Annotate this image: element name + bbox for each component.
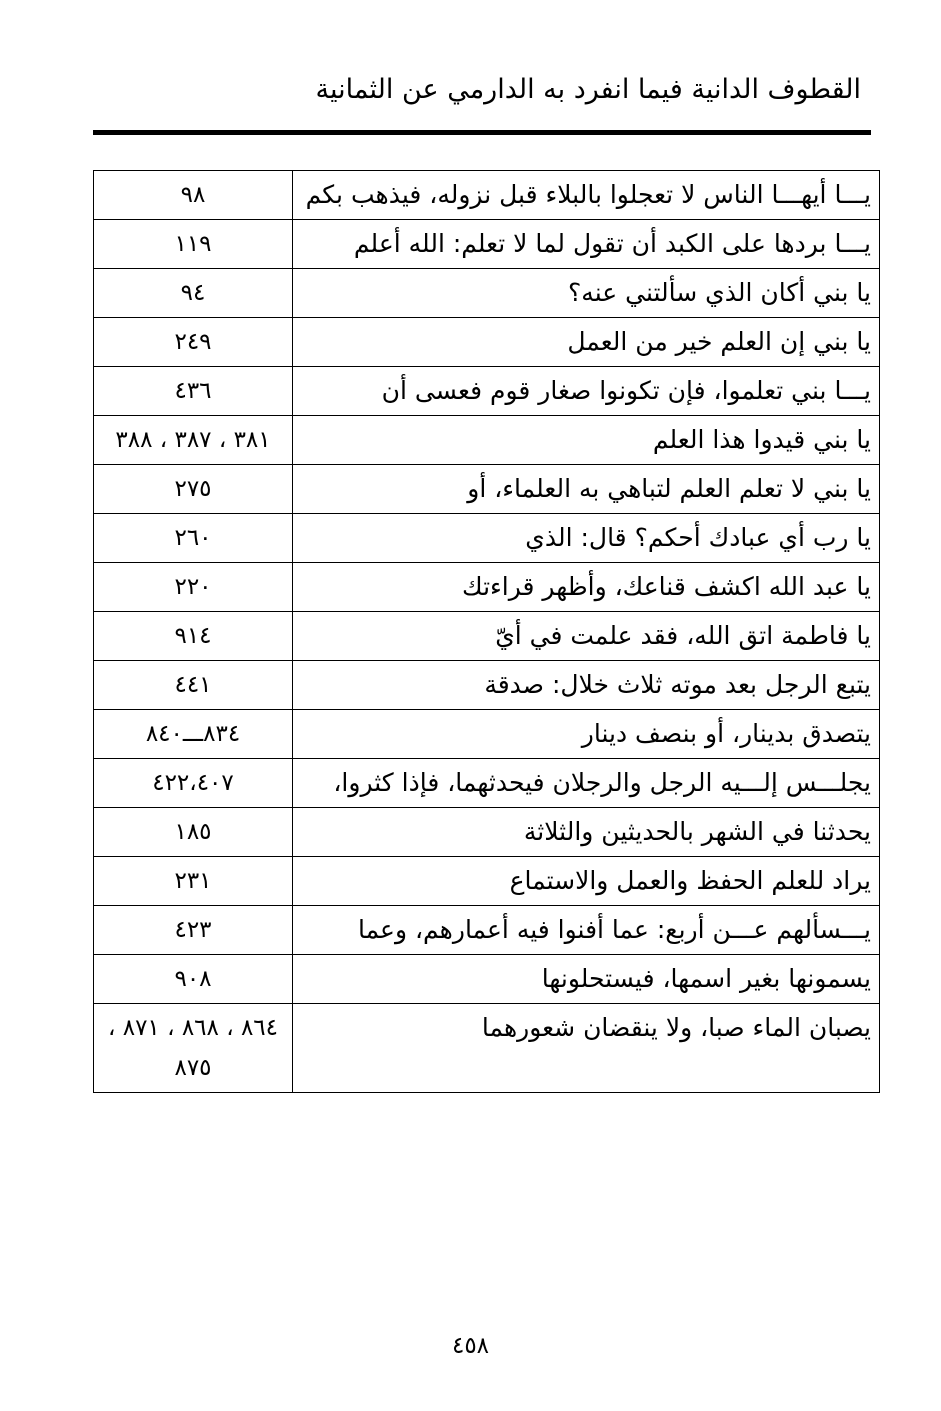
phrase-cell: يتصدق بدينار، أو بنصف دينار — [293, 710, 880, 759]
table-row — [94, 269, 880, 318]
phrase-cell: يسمونها بغير اسمها، فيستحلونها — [293, 955, 880, 1004]
phrase-cell: يحدثنا في الشهر بالحديثين والثلاثة — [293, 808, 880, 857]
table-row — [94, 612, 880, 661]
table-row — [94, 1004, 880, 1093]
table-row — [94, 171, 880, 220]
pages-cell: ٢٧٥ — [94, 465, 293, 514]
pages-cell: ٤٤١ — [94, 661, 293, 710]
table-row — [94, 465, 880, 514]
pages-cell: ٩٨ — [94, 171, 293, 220]
table-row — [94, 759, 880, 808]
phrase-cell: يا عبد الله اكشف قناعك، وأظهر قراءتك — [293, 563, 880, 612]
pages-cell: ٨٦٤ ، ٨٦٨ ، ٨٧١ ، ٨٧٥ — [94, 1004, 293, 1093]
pages-cell: ٤٣٦ — [94, 367, 293, 416]
pages-cell: ٤٢٣ — [94, 906, 293, 955]
phrase-cell: يـــا بني تعلموا، فإن تكونوا صغار قوم فعسى أن — [293, 367, 880, 416]
pages-cell: ٩٠٨ — [94, 955, 293, 1004]
page-number: ٤٥٨ — [451, 1333, 490, 1359]
phrase-cell: يصبان الماء صبا، ولا ينقضان شعورهما — [293, 1004, 880, 1093]
table-row — [94, 906, 880, 955]
table-row — [94, 955, 880, 1004]
pages-cell: ٤٢٢،٤٠٧ — [94, 759, 293, 808]
pages-cell: ٢٢٠ — [94, 563, 293, 612]
pages-cell: ٨٣٤ـــ٨٤٠ — [94, 710, 293, 759]
phrase-cell: يا رب أي عبادك أحكم؟ قال: الذي — [293, 514, 880, 563]
phrase-cell: يراد للعلم الحفظ والعمل والاستماع — [293, 857, 880, 906]
table-row — [94, 367, 880, 416]
pages-cell: ٣٨١ ، ٣٨٧ ، ٣٨٨ — [94, 416, 293, 465]
phrase-cell: يتبع الرجل بعد موته ثلاث خلال: صدقة — [293, 661, 880, 710]
table-row — [94, 857, 880, 906]
phrase-cell: يـــا أيهـــا الناس لا تعجلوا بالبلاء قبل نزوله، فيذهب بكم — [293, 171, 880, 220]
phrase-cell: يا بني قيدوا هذا العلم — [293, 416, 880, 465]
phrase-cell: يا فاطمة اتق الله، فقد علمت في أيّ — [293, 612, 880, 661]
phrase-cell: يا بني أكان الذي سألتني عنه؟ — [293, 269, 880, 318]
table-row — [94, 808, 880, 857]
table-row — [94, 661, 880, 710]
phrase-cell: يـــا بردها على الكبد أن تقول لما لا تعلم: الله أعلم — [293, 220, 880, 269]
pages-cell: ١٨٥ — [94, 808, 293, 857]
table-row — [94, 318, 880, 367]
table-row — [94, 514, 880, 563]
running-header-title: القطوف الدانية فيما انفرد به الدارمي عن الثمانية — [315, 74, 861, 105]
phrase-cell: يـــسألهم عـــن أربع: عما أفنوا فيه أعمارهم، وعما — [293, 906, 880, 955]
index-table-body — [94, 171, 880, 1093]
phrase-cell: يا بني إن العلم خير من العمل — [293, 318, 880, 367]
pages-cell: ٩٤ — [94, 269, 293, 318]
table-row — [94, 710, 880, 759]
table-row — [94, 416, 880, 465]
table-row — [94, 563, 880, 612]
pages-cell: ٩١٤ — [94, 612, 293, 661]
index-table — [93, 170, 880, 1093]
pages-cell: ٢٣١ — [94, 857, 293, 906]
pages-cell: ٢٦٠ — [94, 514, 293, 563]
phrase-cell: يجلـــس إلـــيه الرجل والرجلان فيحدثهما، فإذا كثروا، — [293, 759, 880, 808]
table-row — [94, 220, 880, 269]
phrase-cell: يا بني لا تعلم العلم لتباهي به العلماء، أو — [293, 465, 880, 514]
header-divider — [93, 130, 871, 135]
pages-cell: ٢٤٩ — [94, 318, 293, 367]
pages-cell: ١١٩ — [94, 220, 293, 269]
